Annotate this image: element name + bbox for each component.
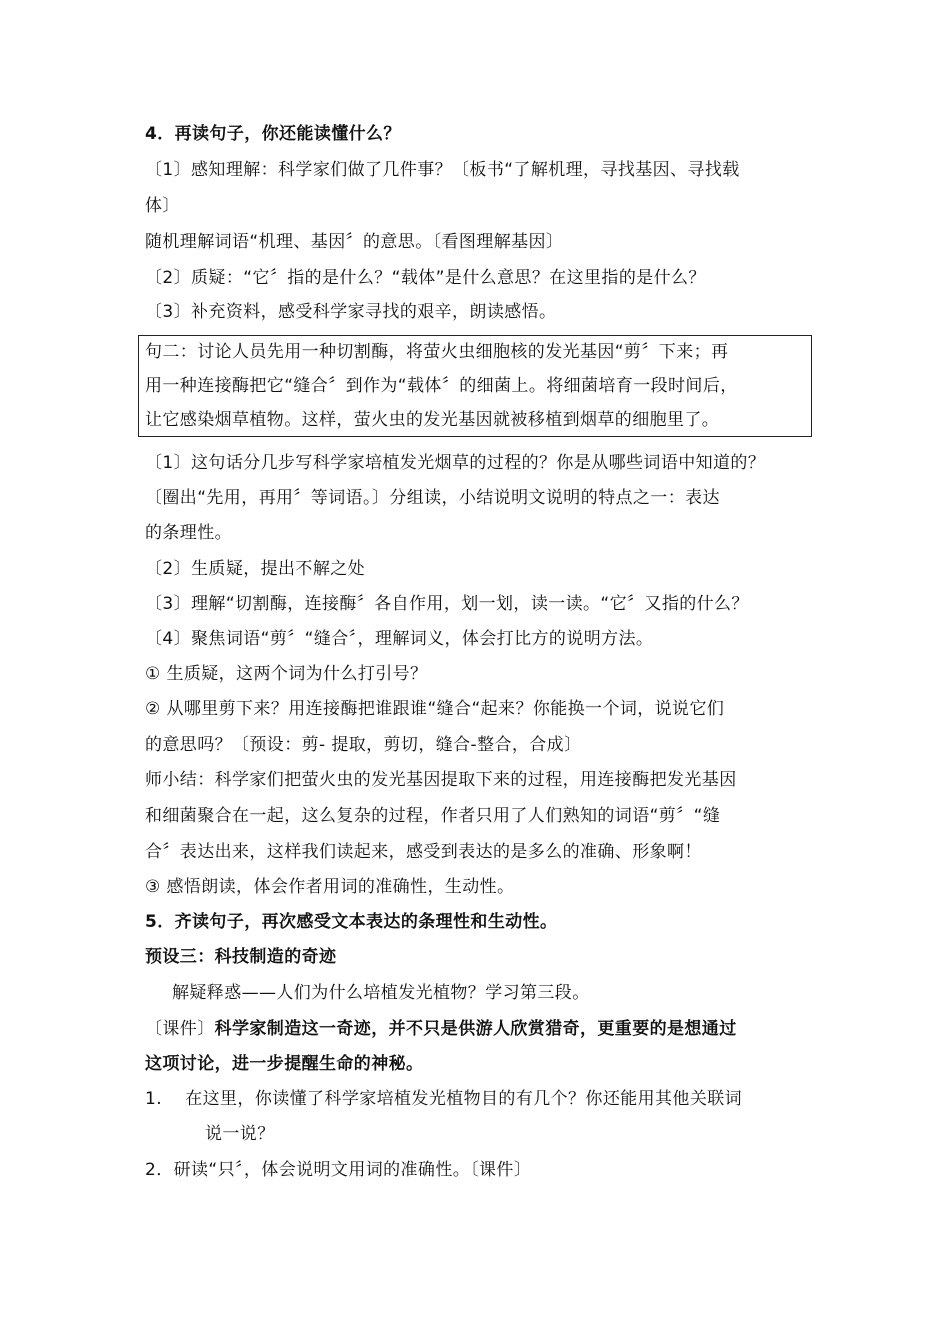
boxed-text-line: 让它感染烟草植物。这样，萤火虫的发光基因就被移植到烟草的细胞里了。: [145, 410, 720, 430]
text-line: ② 从哪里剪下来？用连接酶把谁跟谁“缝合“起来？你能换一个词，说说它们: [145, 699, 725, 719]
text-line: 4．再读句子，你还能读懂什么？: [145, 124, 401, 144]
text-line: 5．齐读句子，再次感受文本表达的条理性和生动性。: [145, 912, 558, 932]
bold-statement: 科学家制造这一奇迹，并不只是供游人欣赏猎奇，更重要的是想通过: [214, 1019, 737, 1039]
text-line: 〔2〕质疑：“它〞指的是什么？“载体”是什么意思？在这里指的是什么？: [145, 268, 706, 288]
text-line: 〔圈出“先用，再用〞等词语。〕分组读，小结说明文说明的特点之一：表达: [145, 488, 720, 508]
text-line: 〔2〕生质疑，提出不解之处: [145, 559, 366, 579]
boxed-text-line: 用一种连接酶把它“缝合〞到作为“载体〞的细菌上。将细菌培育一段时间后，: [145, 376, 738, 396]
text-line: 〔3〕理解“切割酶，连接酶〞各自作用，划一划，读一读。“它〞又指的什么？: [145, 594, 749, 614]
text-line: ① 生质疑，这两个词为什么打引号？: [145, 664, 428, 684]
text-line: 的意思吗？〔预设：剪- 提取，剪切，缝合-整合，合成〕: [145, 735, 582, 755]
boxed-text-line: 句二：讨论人员先用一种切割酶，将萤火虫细胞核的发光基因“剪〞下来；再: [145, 342, 729, 362]
text-line: 师小结：科学家们把萤火虫的发光基因提取下来的过程，用连接酶把发光基因: [145, 770, 737, 790]
text-line: [145, 1017, 737, 1041]
text-line: 2．研读“只〞，体会说明文用词的准确性。〔课件〕: [145, 1160, 532, 1180]
text-line: 解疑释惑——人们为什么培植发光植物？学习第三段。: [172, 983, 590, 1003]
courseware-tag: 〔课件〕: [145, 1019, 215, 1039]
text-line: 随机理解词语“机理、基因〞的意思。〔看图理解基因〕: [145, 232, 564, 252]
text-line: 和细菌聚合在一起，这么复杂的过程，作者只用了人们熟知的词语“剪〞“缝: [145, 806, 721, 826]
text-line: 体〕: [145, 196, 180, 216]
text-line: 合〞表达出来，这样我们读起来，感受到表达的是多么的准确、形象啊！: [145, 842, 702, 862]
text-line: 的条理性。: [145, 523, 232, 543]
text-line: 〔1〕这句话分几步写科学家培植发光烟草的过程的？你是从哪些词语中知道的？: [145, 453, 766, 473]
text-line: ③ 感悟朗读，体会作者用词的准确性，生动性。: [145, 877, 515, 897]
text-line: 说一说？: [205, 1124, 275, 1144]
text-line: 〔3〕补充资料，感受科学家寻找的艰辛，朗读感悟。: [145, 302, 557, 322]
text-line: 〔1〕感知理解：科学家们做了几件事？〔板书“了解机理，寻找基因、寻找载: [145, 160, 740, 180]
bold-statement: 这项讨论，进一步提醒生命的神秘。: [145, 1054, 424, 1074]
text-line: 1. 在这里，你读懂了科学家培植发光植物目的有几个？你还能用其他关联词: [145, 1089, 743, 1109]
section-heading: 预设三：科技制造的奇迹: [145, 947, 337, 967]
text-line: 〔4〕聚焦词语“剪〞“缝合〞，理解词义，体会打比方的说明方法。: [145, 629, 654, 649]
